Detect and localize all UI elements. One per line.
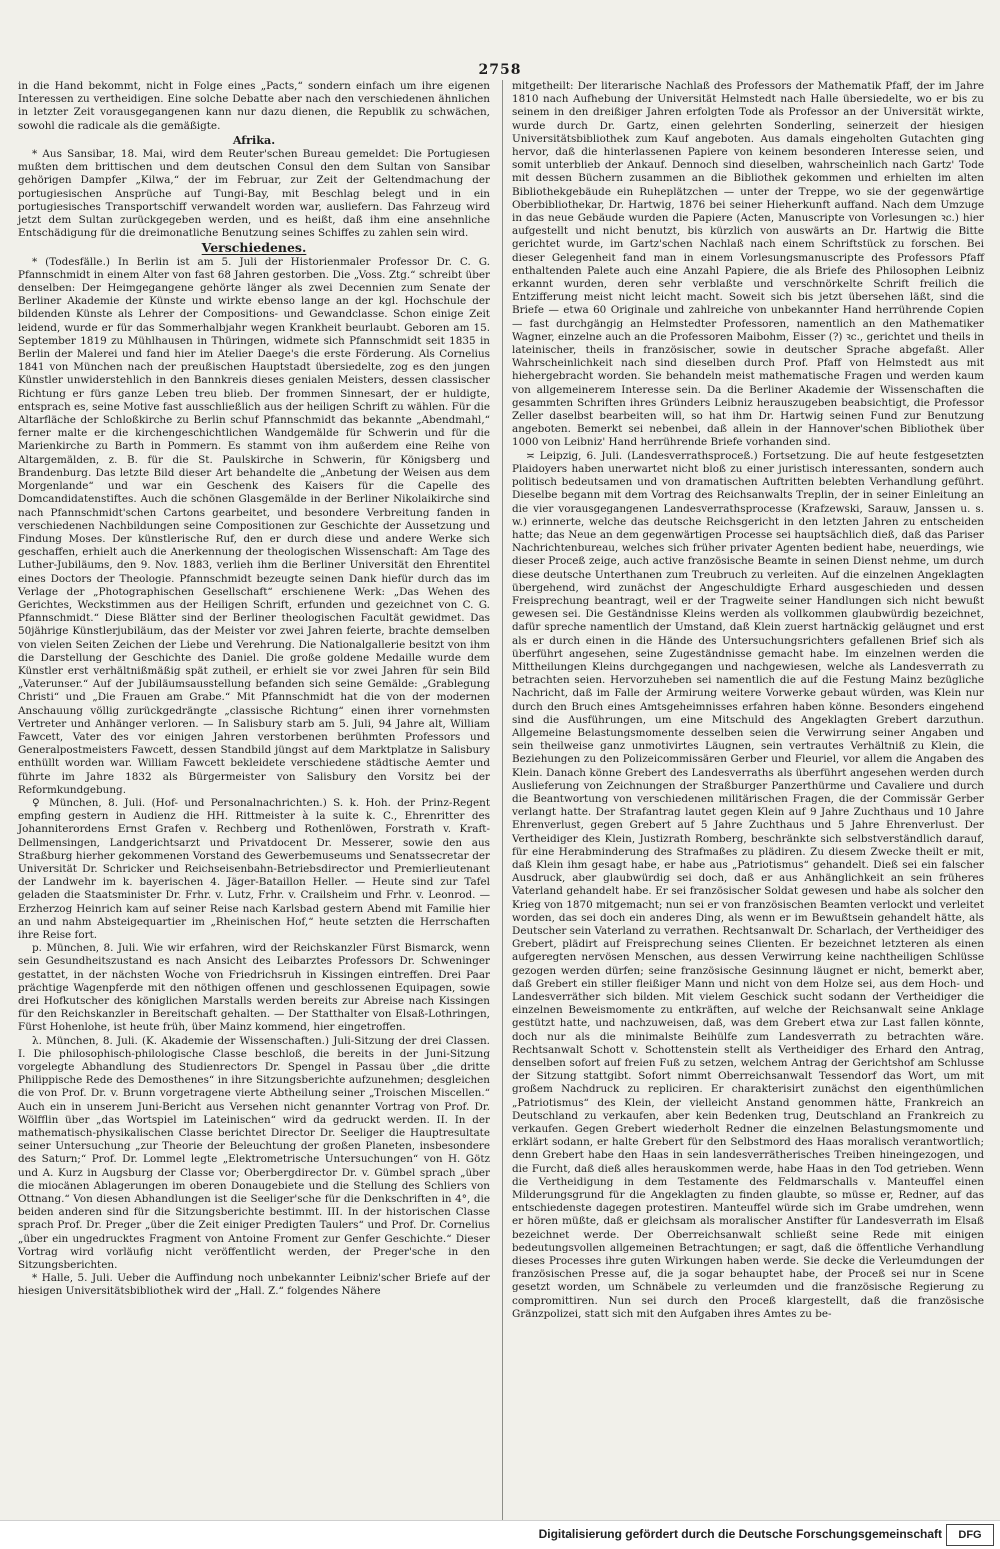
article-paragraph: p. München, 8. Juli. Wie wir erfahren, wird der Reichskanzler Fürst Bismarck, wenn sein Gesundheitszustand es nach Ansicht des Leibarztes Professors Dr. Schweninger gestattet, in der nächsten Woche von Friedrichsruh in Kissingen eintreffen. Drei Paar prächtige Wagenpferde mit den nöthigen offenen und geschlossenen Equipagen, sowie drei Hofkutscher des königlichen Marstalls werden bereits zur Abreise nach Kissingen für den Reichskanzler in Bereitschaft gehalten. — Der Statthalter von Elsaß-Lothringen, Fürst Hohenlohe, ist heute früh, über Mainz kommend, hier eingetroffen. <box>18 942 490 1034</box>
article-paragraph: * Aus Sansibar, 18. Mai, wird dem Reuter'schen Bureau gemeldet: Die Portugiesen mußten dem brittischen und dem deutschen Consul den dem Sultan von Sansibar gehörigen Dampfer „Kilwa,“ der im Februar, zur Zeit der Geltendmachung der portugiesischen Ansprüche auf Tungi-Bay, mit Beschlag belegt und in ein portugiesisches Transportschiff verwandelt worden war, ausliefern. Das Fahrzeug wird jetzt dem Sultan zurückgegeben werden, und es heißt, daß ihm eine ansehnliche Entschädigung für die dreimonatliche Benutzung seines Schiffes zu zahlen sein wird. <box>18 148 490 240</box>
article-paragraph: * Halle, 5. Juli. Ueber die Auffindung noch unbekannter Leibniz'scher Briefe auf der hiesigen Universitätsbibliothek wird der „Hall. Z.“ folgendes Nähere <box>18 1272 490 1298</box>
page-number: 2758 <box>478 62 522 78</box>
article-paragraph: ≍ Leipzig, 6. Juli. (Landesverrathsproceß.) Fortsetzung. Die auf heute festgesetzten Plaidoyers haben unerwartet nicht bloß zu einer juristisch interessanten, sondern auch politisch bedeutsamen und von dramatischen Auftritten belebten Verhandlung geführt. Dieselbe begann mit dem Vortrag des Reichsanwalts Treplin, der in seiner Einleitung an die vier vorausgegangenen Landesverrathsprocesse (Krafzewski, Sarauw, Janssen u. s. w.) erinnerte, welche das deutsche Reichsgericht in den letzten Jahren zu entscheiden hatte; das Neue an dem gegenwärtigen Processe sei hauptsächlich dieß, daß das Pariser Nachrichtenbureau, welches sich früher privater Agenten bedient habe, neuerdings, wie dieser Proceß zeige, auch active französische Beamte in seinen Dienst nehme, um durch diese deutsche Unterthanen zum Treubruch zu verleiten. Auf die einzelnen Angeklagten übergehend, wird zunächst der Angeschuldigte Erhard ausgeschieden und dessen Freisprechung beantragt, weil er der Tragweite seiner Handlungen sich nicht bewußt gewesen sei. Die Geständnisse Kleins werden als vollkommen glaubwürdig bezeichnet, dafür spreche namentlich der Umstand, daß Klein zuerst hartnäckig geläugnet und erst als er durch einen in die Hände des Untersuchungsrichters gefallenen Brief sich als überführt angesehen, seine Zugeständnisse gemacht habe. Im einzelnen werden die Mittheilungen Kleins durchgegangen und nachgewiesen, welche als Landesverrath zu betrachten seien. Hervorzuheben sei namentlich die auf die Festung Mainz bezügliche Nachricht, daß im Falle der Armirung weitere Vorwerke gebaut würden, was Klein nur durch den Bruch eines Amtsgeheimnisses erfahren haben könne. Besonders eingehend sind die Ausführungen, um eine Mitschuld des Angeklagten Grebert darzuthun. Allgemeine Belastungsmomente desselben seien die Verwirrung seiner Angaben und sein theilweise ganz unmotivirtes Läugnen, sein vertrautes Verhältniß zu Klein, die Beziehungen zu den Polizeicommissären Gerber und Fleuriel, vor allem die Angaben des Klein. Danach könne Grebert des Landesverraths als überführt angesehen werden durch Auslieferung von Zeichnungen der Straßburger Panzerthürme und Cavaliere und durch die Beantwortung von verschiedenen militärischen Fragen, die der Commissär Gerber verlangt hatte. Der Strafantrag lautet gegen Klein auf 9 Jahre Zuchthaus und 10 Jahre Ehrenverlust, gegen Grebert auf 5 Jahre Zuchthaus und 5 Jahre Ehrenverlust. Der Vertheidiger des Klein, Justizrath Romberg, beschränkte sich selbstverständlich darauf, für eine Herabminderung des Strafmaßes zu plädiren. Zu diesem Zwecke theilt er mit, daß Klein ihm gesagt habe, er habe aus „Patriotismus“ gehandelt. Dieß sei ein falscher Ausdruck, aber glaubwürdig sei doch, daß er aus Anhänglichkeit an sein früheres Vaterland gehandelt habe. Er sei französischer Soldat gewesen und habe als solcher den Krieg von 1870 mitgemacht; nun sei er von französischen Beamten verlockt und verleitet worden, das sei doch ein anderes Ding, als wenn er im Bewußtsein gehandelt hätte, als Deutscher sein Vaterland zu verrathen. Rechtsanwalt Dr. Scharlach, der Vertheidiger des Grebert, plädirt auf Freisprechung seines Clienten. Er bezeichnet letzteren als einen aufgeregten nervösen Menschen, aus dessen Verwirrung keine nachtheiligen Schlüsse gezogen werden dürfen; seine französische Gesinnung läugnet er nicht, bemerkt aber, daß Grebert ein stiller fleißiger Mann und nicht von dem Holze sei, aus dem Hoch- und Landesverräther sich bilden. Mit vielem Geschick sucht sodann der Vertheidiger die einzelnen Beweismomente zu entkräften, auf welche der Reichsanwalt seine Anklage gestützt hatte, und nachzuweisen, daß, was dem Grebert etwa zur Last fallen könnte, doch nur als die minimalste Beihülfe zum Landesverrath zu betrachten wäre. Rechtsanwalt Schott v. Schottenstein stellt als Vertheidiger des Erhard den Antrag, denselben sofort auf freien Fuß zu setzen, welchem Antrag der Gerichtshof am Schlusse der Sitzung stattgibt. Sofort nimmt Oberreichsanwalt Tessendorf das Wort, um mit großem Nachdruck zu repliciren. Er charakterisirt zunächst den eigenthümlichen „Patriotismus“ des Klein, der vielleicht Anstand genommen hätte, Frankreich an Deutschland zu verkaufen, aber kein Bedenken trug, Deutschland an Frankreich zu verkaufen. Gegen Grebert wiederholt Redner die einzelnen Belastungsmomente und erklärt sodann, er halte Grebert für den Selbstmord des Haas moralisch verantwortlich; denn Grebert habe den Haas in sein landesverrätherisches Treiben hineingezogen, und die Furcht, daß dieß alles herauskommen werde, habe Haas in den Tod getrieben. Wenn die Vertheidigung in dem Testamente des Feldmarschalls v. Manteuffel einen Milderungsgrund für die Angeklagten zu finden glaubte, so müsse er, Redner, auf das entschiedenste dagegen protestiren. Manteuffel würde sich im Grabe umdrehen, wenn er hören müßte, daß er gleichsam als moralischer Anstifter für Landesverrath im Elsaß bezeichnet werde. Der Oberreichsanwalt schließt seine Rede mit einigen bedeutungsvollen allgemeinen Betrachtungen; er sagt, daß die öffentliche Verhandlung dieses Processes ihre guten Wirkungen haben werde. Sie decke die Verleumdungen der französischen Presse auf, die ja sogar behauptet habe, der Proceß sei nur in Scene gesetzt worden, um Schnäbele zu verleumden und die französische Regierung zu compromittiren. Nun sei durch den Proceß klargestellt, daß die französische Gränzpolizei, statt sich mit den Aufgaben ihres Amtes zu be- <box>512 449 984 1320</box>
footer-bar <box>0 1520 1000 1549</box>
right-column <box>512 80 984 1321</box>
left-column <box>18 80 490 1299</box>
article-paragraph: ♀ München, 8. Juli. (Hof- und Personalnachrichten.) S. k. Hoh. der Prinz-Regent empfing gestern in Audienz die HH. Rittmeister à la suite k. C., Ehrenritter des Johanniterordens Ernst Grafen v. Rechberg und Rothenlöwen, Forstrath v. Kraft-Dellmensingen, Landgerichtsarzt und Privatdocent Dr. Messerer, sowie den aus Straßburg hierher gekommenen Vorstand des Gewerbemuseums und Senatssecretar der Universität Dr. Schricker und Reichseisenbahn-Betriebsdirector und Premierlieutenant der Landwehr im k. bayerischen 4. Jäger-Bataillon Heller. — Heute sind zur Tafel geladen die Staatsminister Dr. Frhr. v. Lutz, Frhr. v. Crailsheim und Frhr. v. Leonrod. — Erzherzog Heinrich kam auf seiner Reise nach Karlsbad gestern Abend mit Familie hier an und nahm Absteigequartier im „Rheinischen Hof,“ heute setzten die Herrschaften ihre Reise fort. <box>18 796 490 941</box>
article-paragraph: λ. München, 8. Juli. (K. Akademie der Wissenschaften.) Juli-Sitzung der drei Classen. I. Die philosophisch-philologische Classe beschloß, die bereits in der Juni-Sitzung vorgelegte Abhandlung des Studienrectors Dr. Spengel in Passau über „die dritte Philippische Rede des Demosthenes“ in ihre Sitzungsberichte aufzunehmen; desgleichen die von Prof. Dr. v. Brunn vorgetragene vierte Abtheilung seiner „Troischen Miscellen.“ Auch ein in unserem Juni-Bericht aus Versehen nicht genannter Vortrag von Prof. Dr. Wölfflin über „das Wortspiel im Lateinischen“ wird da gedruckt werden. II. In der mathematisch-physikalischen Classe berichtet Director Dr. Seeliger die Hauptresultate seiner Untersuchung „zur Theorie der Beleuchtung der großen Planeten, insbesondere des Saturn;“ Prof. Dr. Lommel legte „Elektrometrische Untersuchungen“ von H. Götz und A. Kurz in Augsburg der Classe vor; Oberbergdirector Dr. v. Gümbel sprach „über die miocänen Ablagerungen im oberen Donaugebiete und die Stellung des Schliers von Ottnang.“ Von diesen Abhandlungen ist die Seeliger'sche für die Denkschriften in 4°, die beiden anderen sind für die Sitzungsberichte bestimmt. III. In der historischen Classe sprach Prof. Dr. Preger „über die Zeit einiger Predigten Taulers“ und Prof. Dr. Cornelius „über ein ungedrucktes Fragment von Antoine Froment zur Genfer Geschichte.“ Dieser Vortrag wird vorläufig nicht veröffentlicht werden, der Preger'sche in den Sitzungsberichten. <box>18 1034 490 1272</box>
article-paragraph: in die Hand bekommt, nicht in Folge eines „Pacts,“ sondern einfach um ihre eigenen Interessen zu vertheidigen. Eine solche Debatte aber nach den verschiedenen ähnlichen in letzter Zeit vorausgegangenen kann nur dazu dienen, die Republik zu schwächen, sowohl die radicale als die gemäßigte. <box>18 80 490 132</box>
dfg-logo-icon: DFG <box>946 1524 994 1546</box>
section-heading: Verschiedenes. <box>201 240 307 256</box>
section-heading: Afrika. <box>232 132 276 147</box>
article-paragraph: mitgetheilt: Der literarische Nachlaß des Professors der Mathematik Pfaff, der im Jahre 1810 nach Aufhebung der Universität Helmstedt nach Halle übersiedelte, wo er bis zu seinem in den dreißiger Jahren erfolgten Tode als Professor an der Universität wirkte, wurde durch Dr. Gartz, einen gelehrten Sonderling, seinerzeit der hiesigen Universitätsbibliothek zum Kauf angeboten. Aus damals eingeholten Gutachten ging hervor, daß die hinterlassenen Papiere von keinem besonderen Interesse seien, und somit unterblieb der Ankauf. Dennoch sind dieselben, wahrscheinlich nach Gartz' Tode mit dessen Büchern zusammen an die Bibliothek gekommen und erhielten im alten Bibliothekgebäude ein Ruheplätzchen — unter der Treppe, wo sie der gegenwärtige Oberbibliothekar, Dr. Hartwig, 1876 bei seiner Hieherkunft auffand. Nach dem Umzuge in das neue Gebäude wurden die Papiere (Acten, Manuscripte von Vorlesungen ꝛc.) hier aufgestellt und nicht benutzt, bis kürzlich von auswärts an Dr. Hartwig die Bitte gerichtet wurde, im Gartz'schen Nachlaß nach einem Schriftstück zu forschen. Bei dieser Gelegenheit fand man in einem Vorlesungsmanuscripte des Professors Pfaff enthaltenden Palete auch eine Anzahl Papiere, die als Briefe des Philosophen Leibniz erkannt wurden, deren sehr verblaßte und verschnörkelte Schrift freilich die Entzifferung meist nicht leicht macht. Soweit sich bis jetzt übersehen läßt, sind die Briefe — etwa 60 Originale und zahlreiche von unbekannter Hand herrührende Copien — fast durchgängig an Helmstedter Professoren, namentlich an den Mathematiker Wagner, einzelne auch an die Professoren Maibohm, Eisser (?) ꝛc., gerichtet und theils in lateinischer, theils in französischer, sowie in deutscher Sprache abgefaßt. Aller Wahrscheinlichkeit nach sind dieselben durch Prof. Pfaff von Helmstedt aus mit hiehergebracht worden. Sie behandeln meist mathematische Fragen und werden kaum von allgemeinerem Interesse sein. Da die Berliner Akademie der Wissenschaften die gesammten Schriften ihres Gründers Leibniz herauszugeben beabsichtigt, die Professor Zeller daselbst bearbeiten will, so hat ihm Dr. Hartwig seinen Fund zur Benutzung angeboten. Bemerkt sei nebenbei, daß allein in der Hannover'schen Bibliothek über 1000 von Leibniz' Hand herrührende Briefe vorhanden sind. <box>512 80 984 449</box>
article-paragraph: * (Todesfälle.) In Berlin ist am 5. Juli der Historienmaler Professor Dr. C. G. Pfannschmidt in einem Alter von fast 68 Jahren gestorben. Die „Voss. Ztg.“ schreibt über denselben: Der Heimgegangene gehörte länger als zwei Decennien zum Senate der Berliner Akademie der Künste und wirkte ebenso lange an der kgl. Hochschule der bildenden Künste als Lehrer der Compositions- und Gewandclasse. Schon einige Zeit leidend, wurde er für das Sommerhalbjahr wegen Krankheit beurlaubt. Geboren am 15. September 1819 zu Mühlhausen in Thüringen, widmete sich Pfannschmidt seit 1835 in Berlin der Malerei und fand hier im Atelier Daege's die erste Förderung. Als Cornelius 1841 von München nach der preußischen Hauptstadt übersiedelte, zog es den jungen Künstler unwiderstehlich in den Bannkreis dieses genialen Meisters, dessen classischer Richtung er fürs ganze Leben treu blieb. Der frommen Sinnesart, der er huldigte, entsprach es, seine Motive fast ausschließlich aus der heiligen Schrift zu wählen. Für die Altarfläche der Schloßkirche zu Berlin schuf Pfannschmidt das bekannte „Abendmahl,“ ferner malte er die kirchengeschichtlichen Wandgemälde für Schwerin und für die Marienkirche zu Barth in Pommern. Es stammt von ihm außerdem eine Reihe von Altargemälden, z. B. für die St. Paulskirche in Schwerin, für Königsberg und Brandenburg. Das letzte Bild dieser Art behandelte die „Anbetung der Weisen aus dem Morgenlande“ und war ein Geschenk des Kaisers für die Capelle des Domcandidatenstiftes. Auch die schönen Glasgemälde in der Berliner Nikolaikirche sind nach Pfannschmidt'schen Cartons gearbeitet, und besondere Verbreitung fanden in verschiedenen Nachbildungen seine Compositionen zur Geschichte der Aussetzung und Findung Moses. Der künstlerische Ruf, den er durch diese und andere Werke sich geschaffen, erhielt auch die Anerkennung der theologischen Wissenschaft: Am Tage des Luther-Jubiläums, den 9. Nov. 1883, verlieh ihm die Berliner Universität den Ehrentitel eines Doctors der Theologie. Pfannschmidt bezeugte seinen Dank hiefür durch das im Verlage der „Photographischen Gesellschaft“ erschienene Werk: „Das Wehen des Gerichtes, Weckstimmen aus der Heiligen Schrift, erfunden und gezeichnet von C. G. Pfannschmidt.“ Diese Blätter sind der Berliner theologischen Facultät gewidmet. Das 50jährige Künstlerjubiläum, das der Meister vor zwei Jahren feierte, brachte demselben von vielen Seiten Zeichen der Liebe und Verehrung. Die Nationalgallerie besitzt von ihm die Darstellung der Geschichte des Daniel. Die große goldene Medaille wurde dem Künstler erst verhältnißmäßig spät zutheil, er erhielt sie vor zwei Jahren für sein Bild „Vaterunser.“ Auf der Jubiläumsausstellung befanden sich seine Gemälde: „Grablegung Christi“ und „Die Frauen am Grabe.“ Mit Pfannschmidt hat die von der modernen Anschauung völlig zurückgedrängte „classische Richtung“ einen ihrer vornehmsten Vertreter und Anhänger verloren. — In Salisbury starb am 5. Juli, 94 Jahre alt, William Fawcett, Vater des vor einigen Jahren verstorbenen berühmten Professors und Generalpostmeisters Fawcett, dessen Standbild jüngst auf dem Marktplatze in Salisbury enthüllt worden war. William Fawcett bekleidete verschiedene städtische Aemter und führte im Jahre 1832 als Bürgermeister von Salisbury den Vorsitz bei der Reformkundgebung. <box>18 255 490 796</box>
column-rule <box>502 80 503 1528</box>
footer-credit: Digitalisierung gefördert durch die Deutsche Forschungsgemeinschaft <box>538 1527 942 1541</box>
